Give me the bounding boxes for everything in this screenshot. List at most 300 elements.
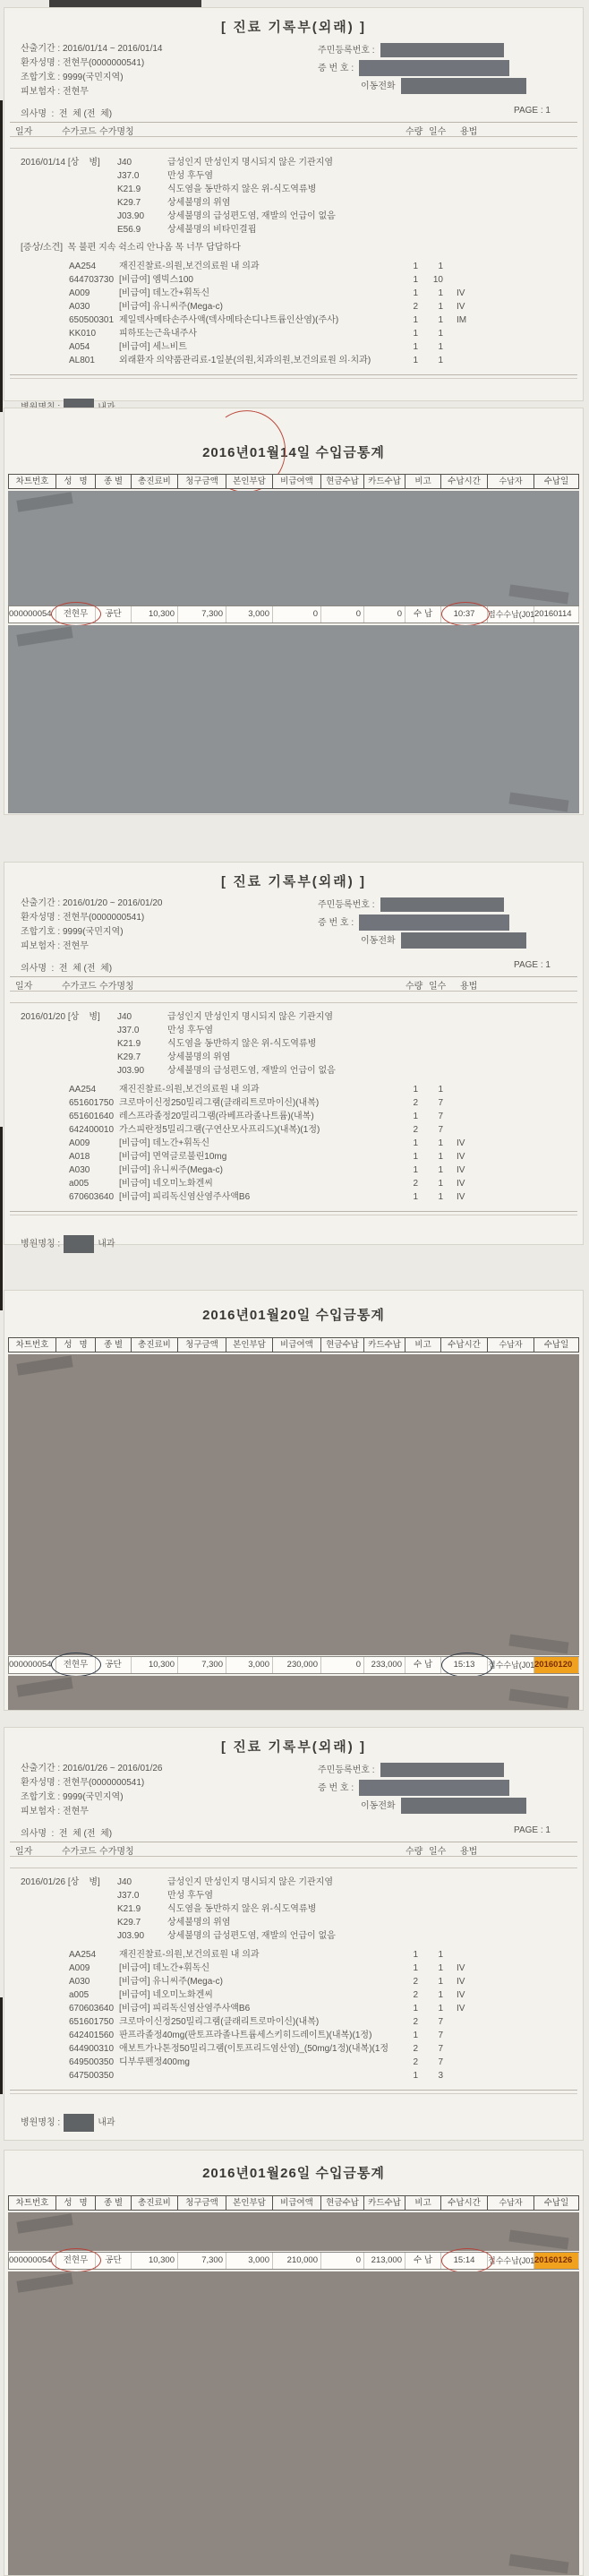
cell-patient-name: 전현무 — [56, 2253, 96, 2269]
doctor-label: 의사명 : 전 체 (전 체) — [21, 109, 113, 119]
item-days: 1 — [438, 1165, 443, 1175]
treatment-item-row — [4, 1123, 583, 1137]
income-column-header: 수납자 — [488, 474, 534, 489]
income-column-header: 비고 — [405, 1337, 441, 1352]
item-qty: 1 — [413, 1950, 418, 1960]
treatment-item-row — [4, 287, 583, 300]
diagnosis-code: J40 — [117, 1012, 132, 1022]
treatment-item-row — [4, 2056, 583, 2069]
income-table-header — [8, 2195, 579, 2211]
insured-label: 피보험자 : — [21, 87, 61, 97]
income-column-header: 수납자 — [488, 2195, 534, 2211]
item-days: 7 — [438, 1112, 443, 1121]
treatment-item-row — [4, 327, 583, 340]
redaction-block — [8, 1676, 579, 1710]
item-qty: 1 — [413, 1152, 418, 1162]
group-value: 9999(국민지역) — [62, 1792, 124, 1802]
record-table-header — [10, 976, 577, 992]
insured-value: 전현무 — [62, 87, 89, 97]
income-column-header: 수납시간 — [441, 1337, 488, 1352]
diagnosis-row — [4, 210, 583, 223]
resident-label: 주민등록번호 : — [318, 46, 375, 56]
item-qty: 2 — [413, 2057, 418, 2067]
item-name: [비급여] 데노간+휘독신 — [119, 1963, 210, 1973]
record-title: [ 진료 기록부(외래) ] — [221, 1739, 366, 1755]
group-value: 9999(국민지역) — [62, 73, 124, 82]
treatment-item-row — [4, 1988, 583, 2002]
cell-patient-name: 전현무 — [56, 606, 96, 623]
cell-note: 수 납 — [405, 1657, 441, 1673]
cell-cash: 0 — [321, 1657, 364, 1673]
cell-self-pay: 3,000 — [226, 606, 273, 623]
col-name: 수가명칭 — [99, 982, 134, 992]
treatment-item-row — [4, 1975, 583, 1988]
clinic-label: 병원명칭 : — [21, 1239, 61, 1249]
item-qty: 2 — [413, 1125, 418, 1135]
income-title: 2016년01월26일 수입금통계 — [202, 2166, 385, 2181]
cell-self-pay: 3,000 — [226, 2253, 273, 2269]
item-days: 1 — [438, 1963, 443, 1973]
treatment-item-list — [4, 1083, 583, 1204]
diagnosis-row — [4, 1916, 583, 1929]
item-days: 7 — [438, 2057, 443, 2067]
patient-value: 전현무(0000000541) — [62, 1778, 145, 1788]
item-name: 크로마이신정250밀리그램(클래리트로마이신)(내복) — [119, 2017, 320, 2027]
item-qty: 2 — [413, 1977, 418, 1987]
item-code: KK010 — [69, 329, 97, 339]
col-code: 수가코드 — [62, 982, 97, 992]
item-code: 642400010 — [69, 1125, 115, 1135]
item-code: A030 — [69, 302, 90, 312]
item-name: [비급여] 네오미노화겐씨 — [119, 1179, 213, 1189]
meta-resident-no — [318, 42, 526, 60]
patient-value: 전현무(0000000541) — [62, 913, 145, 923]
item-qty: 2 — [413, 1098, 418, 1108]
treatment-item-row — [4, 273, 583, 287]
redaction-cert-no — [359, 914, 509, 931]
record-meta — [21, 1762, 583, 1819]
diagnosis-block — [4, 1010, 583, 1078]
diagnosis-code: J37.0 — [117, 1891, 140, 1901]
period-label: 산출기간 : — [21, 898, 61, 908]
treatment-item-row — [4, 2015, 583, 2029]
item-name: 가스피란정5밀리그램(구연산모사프리드)(내복)(1정) — [119, 1125, 320, 1135]
diagnosis-name: 급성인지 만성인지 명시되지 않은 기관지염 — [167, 158, 333, 167]
item-code: 644900310 — [69, 2044, 115, 2054]
item-code: AL801 — [69, 356, 95, 365]
item-code: A009 — [69, 1138, 90, 1148]
item-qty: 1 — [413, 262, 418, 271]
cell-card: 213,000 — [364, 2253, 405, 2269]
redaction-resident-no — [380, 43, 504, 57]
treatment-item-row — [4, 1948, 583, 1962]
item-code: AA254 — [69, 1085, 97, 1095]
treatment-item-row — [4, 1150, 583, 1163]
patient-label: 환자성명 : — [21, 1778, 61, 1788]
item-usage: IV — [457, 1179, 465, 1189]
meta-phone — [318, 1798, 526, 1816]
income-column-header: 비급여액 — [273, 1337, 321, 1352]
income-column-header: 총진료비 — [132, 474, 178, 489]
record-meta — [21, 42, 583, 99]
clinic-label: 병원명칭 : — [21, 2117, 61, 2128]
meta-cert-no — [318, 1780, 526, 1798]
item-qty: 1 — [413, 2071, 418, 2081]
phone-label: 이동전화 — [361, 82, 396, 91]
period-value: 2016/01/20 ~ 2016/01/20 — [62, 898, 163, 908]
diagnosis-row — [4, 1024, 583, 1037]
diagnosis-row — [4, 1929, 583, 1943]
cell-time: 15:13 — [441, 1657, 488, 1673]
redaction-clinic-name — [64, 1235, 94, 1253]
item-qty: 1 — [413, 288, 418, 298]
income-column-header: 성 명 — [56, 2195, 96, 2211]
treatment-item-row — [4, 1083, 583, 1096]
col-name: 수가명칭 — [99, 1847, 134, 1857]
income-column-header: 현금수납 — [321, 1337, 364, 1352]
cell-total: 10,300 — [132, 606, 178, 623]
item-qty: 1 — [413, 275, 418, 285]
group-label: 조합기호 : — [21, 1792, 61, 1802]
item-name: 재진진찰료-의원,보건의료원 내 의과 — [119, 1950, 260, 1960]
group-label: 조합기호 : — [21, 73, 61, 82]
item-usage: IV — [457, 1990, 465, 2000]
income-column-header: 수납시간 — [441, 474, 488, 489]
item-qty: 1 — [413, 342, 418, 352]
col-qty: 수량 — [405, 982, 423, 992]
item-usage: IV — [457, 1192, 465, 1202]
diagnosis-row — [4, 1064, 583, 1078]
diagnosis-row — [4, 1037, 583, 1051]
redaction-block — [8, 625, 579, 813]
income-row — [8, 1656, 579, 1674]
insured-value: 전현무 — [62, 1807, 89, 1816]
treatment-item-row — [4, 1096, 583, 1110]
item-days: 1 — [438, 1152, 443, 1162]
diagnosis-code: K29.7 — [117, 198, 141, 208]
doctor-line — [21, 106, 567, 119]
item-usage: IM — [457, 315, 467, 325]
cell-noncovered: 230,000 — [273, 1657, 321, 1673]
treatment-item-list — [4, 260, 583, 367]
item-days: 1 — [438, 1085, 443, 1095]
cell-receipt-date: 20160114 — [534, 606, 579, 623]
cell-self-pay: 3,000 — [226, 1657, 273, 1673]
income-section-3 — [4, 2150, 584, 2576]
diagnosis-row — [4, 223, 583, 236]
item-days: 10 — [432, 275, 443, 285]
item-days: 1 — [438, 342, 443, 352]
item-code: A018 — [69, 1152, 90, 1162]
group-label: 조합기호 : — [21, 927, 61, 937]
item-days: 1 — [438, 356, 443, 365]
diagnosis-list — [4, 156, 583, 236]
diagnosis-code: K29.7 — [117, 1052, 141, 1062]
patient-label: 환자성명 : — [21, 58, 61, 68]
cell-chart-no: 000000054 — [8, 2253, 56, 2269]
divider — [10, 1001, 577, 1003]
diagnosis-code: K21.9 — [117, 185, 141, 194]
treatment-item-row — [4, 2069, 583, 2082]
income-column-header: 성 명 — [56, 474, 96, 489]
item-qty: 1 — [413, 1112, 418, 1121]
item-name: 디부루펜정400mg — [119, 2057, 190, 2067]
cell-claim: 7,300 — [178, 606, 226, 623]
cert-label: 증 번 호 : — [318, 918, 354, 928]
diagnosis-list — [4, 1876, 583, 1943]
diagnosis-code: K29.7 — [117, 1918, 141, 1928]
treatment-item-row — [4, 1137, 583, 1150]
item-name: [비급여] 유니씨주(Mega-c) — [119, 1165, 223, 1175]
item-code: AA254 — [69, 262, 97, 271]
income-column-header: 본인부담 — [226, 474, 273, 489]
cell-time: 15:14 — [441, 2253, 488, 2269]
item-days: 7 — [438, 2044, 443, 2054]
item-name: [비급여] 면역글로불린10mg — [119, 1152, 227, 1162]
cell-cash: 0 — [321, 606, 364, 623]
item-code: 651601750 — [69, 2017, 115, 2027]
item-qty: 1 — [413, 329, 418, 339]
scan-edge-line — [0, 1127, 3, 1310]
item-code: A030 — [69, 1977, 90, 1987]
treatment-item-row — [4, 340, 583, 354]
item-code: A009 — [69, 1963, 90, 1973]
income-column-header: 종 별 — [96, 2195, 132, 2211]
divider — [10, 1867, 577, 1868]
item-name: 레스프라졸정20밀리그램(라베프라졸나트륨)(내복) — [119, 1112, 314, 1121]
diagnosis-row — [4, 1889, 583, 1902]
period-value: 2016/01/26 ~ 2016/01/26 — [62, 1764, 163, 1773]
record-table-header — [10, 1842, 577, 1857]
item-qty: 2 — [413, 2044, 418, 2054]
item-qty: 1 — [413, 1085, 418, 1095]
period-label: 산출기간 : — [21, 44, 61, 54]
meta-right-column — [318, 1762, 526, 1816]
doctor-label: 의사명 : 전 체 (전 체) — [21, 1829, 113, 1839]
income-column-header: 비급여액 — [273, 474, 321, 489]
diagnosis-row — [4, 1010, 583, 1024]
income-column-header: 성 명 — [56, 1337, 96, 1352]
income-column-header: 수납일 — [534, 2195, 579, 2211]
treatment-item-row — [4, 354, 583, 367]
cell-staff: 접수수납(J01 — [488, 1657, 534, 1673]
record-title: [ 진료 기록부(외래) ] — [221, 20, 366, 35]
item-code: 670603640 — [69, 1192, 115, 1202]
col-days: 일수 — [429, 127, 447, 137]
cell-time: 10:37 — [441, 606, 488, 623]
diagnosis-name: 식도염을 동반하지 않은 위-식도역류병 — [167, 185, 317, 194]
treatment-item-row — [4, 2002, 583, 2015]
record-meta — [21, 897, 583, 954]
treatment-item-row — [4, 313, 583, 327]
income-column-header: 청구금액 — [178, 474, 226, 489]
diagnosis-block — [4, 1876, 583, 1943]
item-days: 1 — [438, 1950, 443, 1960]
item-name: 애보트가나톤정50밀리그램(이토프리드염산염)_(50mg/1정)(내복)(1정 — [119, 2044, 389, 2054]
col-date: 일자 — [15, 1847, 33, 1857]
col-qty: 수량 — [405, 127, 423, 137]
meta-cert-no — [318, 914, 526, 932]
cell-type: 공단 — [96, 606, 132, 623]
diagnosis-code: J03.90 — [117, 211, 145, 221]
diagnosis-date: 2016/01/14 [상 병] — [21, 158, 100, 167]
income-section-1 — [4, 408, 584, 815]
income-column-header: 카드수납 — [364, 2195, 405, 2211]
item-usage: IV — [457, 1963, 465, 1973]
resident-label: 주민등록번호 : — [318, 1765, 375, 1775]
diagnosis-row — [4, 169, 583, 183]
diagnosis-row — [4, 183, 583, 196]
item-days: 1 — [438, 1138, 443, 1148]
period-label: 산출기간 : — [21, 1764, 61, 1773]
item-usage: IV — [457, 2004, 465, 2014]
redaction-block — [8, 1354, 579, 1655]
cert-label: 증 번 호 : — [318, 64, 354, 73]
redaction-phone — [401, 78, 526, 94]
diagnosis-code: J03.90 — [117, 1931, 145, 1941]
treatment-item-row — [4, 1190, 583, 1204]
redaction-cert-no — [359, 1780, 509, 1796]
diagnosis-code: J37.0 — [117, 1026, 140, 1035]
item-qty: 2 — [413, 2017, 418, 2027]
item-qty: 1 — [413, 1192, 418, 1202]
meta-cert-no — [318, 60, 526, 78]
redaction-resident-no — [380, 1763, 504, 1777]
insured-label: 피보험자 : — [21, 1807, 61, 1816]
cell-card: 0 — [364, 606, 405, 623]
item-code: a005 — [69, 1179, 90, 1189]
medical-record-section-1 — [4, 7, 584, 401]
item-usage: IV — [457, 288, 465, 298]
treatment-item-row — [4, 1962, 583, 1975]
doctor-label: 의사명 : 전 체 (전 체) — [21, 964, 113, 974]
cell-chart-no: 000000054 — [8, 606, 56, 623]
diagnosis-name: 상세불명의 위염 — [167, 1052, 231, 1062]
income-column-header: 비고 — [405, 474, 441, 489]
cell-note: 수 납 — [405, 2253, 441, 2269]
item-qty: 2 — [413, 302, 418, 312]
income-column-header: 청구금액 — [178, 1337, 226, 1352]
item-name: [비급여] 네오미노화겐씨 — [119, 1990, 213, 2000]
item-days: 1 — [438, 2004, 443, 2014]
item-name: [비급여] 피리독신염산염주사액B6 — [119, 2004, 251, 2014]
diagnosis-name: 만성 후두염 — [167, 1891, 214, 1901]
cell-patient-name: 전현무 — [56, 1657, 96, 1673]
item-code: 651601750 — [69, 1098, 115, 1108]
income-column-header: 차트번호 — [8, 474, 56, 489]
income-column-header: 청구금액 — [178, 2195, 226, 2211]
cell-type: 공단 — [96, 1657, 132, 1673]
diagnosis-name: 상세불명의 급성편도염, 재발의 언급이 없음 — [167, 211, 336, 221]
treatment-item-row — [4, 2042, 583, 2056]
item-qty: 1 — [413, 2031, 418, 2040]
treatment-item-row — [4, 260, 583, 273]
item-days: 7 — [438, 1125, 443, 1135]
col-qty: 수량 — [405, 1847, 423, 1857]
income-column-header: 본인부담 — [226, 1337, 273, 1352]
patient-label: 환자성명 : — [21, 913, 61, 923]
divider — [10, 2090, 577, 2094]
diagnosis-name: 급성인지 만성인지 명시되지 않은 기관지염 — [167, 1012, 333, 1022]
diagnosis-name: 급성인지 만성인지 명시되지 않은 기관지염 — [167, 1877, 333, 1887]
page-number: PAGE : 1 — [514, 1825, 551, 1835]
income-column-header: 수납일 — [534, 474, 579, 489]
meta-right-column — [318, 42, 526, 96]
clinic-line — [21, 2114, 583, 2133]
meta-phone — [318, 932, 526, 950]
redaction-clinic-name — [64, 2114, 94, 2132]
item-code: 651601640 — [69, 1112, 115, 1121]
item-name: [비급여] 유니씨주(Mega-c) — [119, 1977, 223, 1987]
item-name: [비급여] 세느비트 — [119, 342, 187, 352]
diagnosis-name: 상세불명의 위염 — [167, 198, 231, 208]
income-column-header: 수납일 — [534, 1337, 579, 1352]
treatment-item-row — [4, 1163, 583, 1177]
diagnosis-code: J03.90 — [117, 1066, 145, 1076]
item-qty: 1 — [413, 1165, 418, 1175]
page-number: PAGE : 1 — [514, 960, 551, 970]
treatment-item-row — [4, 300, 583, 313]
cell-claim: 7,300 — [178, 1657, 226, 1673]
redaction-phone — [401, 932, 526, 949]
item-name: 재진진찰료-의원,보건의료원 내 의과 — [119, 262, 260, 271]
income-column-header: 비급여액 — [273, 2195, 321, 2211]
patient-value: 전현무(0000000541) — [62, 58, 145, 68]
item-name: [비급여] 피리독신염산염주사액B6 — [119, 1192, 251, 1202]
income-column-header: 수납자 — [488, 1337, 534, 1352]
item-days: 1 — [438, 1192, 443, 1202]
diagnosis-name: 만성 후두염 — [167, 171, 214, 181]
col-days: 일수 — [429, 1847, 447, 1857]
diagnosis-block — [4, 156, 583, 236]
col-name: 수가명칭 — [99, 127, 134, 137]
item-name: 외래환자 의약품관리료-1일분(의원,치과의원,보건의료원 의·치과) — [119, 356, 371, 365]
cert-label: 증 번 호 : — [318, 1783, 354, 1793]
item-name: 재진진찰료-의원,보건의료원 내 의과 — [119, 1085, 260, 1095]
clinic-name-suffix: 내과 — [98, 2117, 115, 2128]
phone-label: 이동전화 — [361, 936, 396, 946]
item-days: 1 — [438, 288, 443, 298]
medical-record-section-2 — [4, 862, 584, 1249]
diagnosis-name: 상세불명의 위염 — [167, 1918, 231, 1928]
cell-noncovered: 0 — [273, 606, 321, 623]
cell-note: 수 납 — [405, 606, 441, 623]
income-section-2 — [4, 1290, 584, 1711]
item-code: A030 — [69, 1165, 90, 1175]
cell-chart-no: 000000054 — [8, 1657, 56, 1673]
income-column-header: 카드수납 — [364, 1337, 405, 1352]
item-name: [비급여] 유니씨주(Mega-c) — [119, 302, 223, 312]
meta-phone — [318, 78, 526, 96]
scan-edge-line — [0, 100, 3, 412]
income-column-header: 총진료비 — [132, 2195, 178, 2211]
record-title: [ 진료 기록부(외래) ] — [221, 874, 366, 889]
cell-card: 233,000 — [364, 1657, 405, 1673]
income-column-header: 본인부담 — [226, 2195, 273, 2211]
col-usage: 용법 — [460, 127, 478, 137]
symptom-note: [증상/소견] 목 불편 지속 쉭소리 안나옴 목 너무 답답하다 — [21, 243, 241, 253]
item-name: 판프라졸정40mg(판토프라졸나트륨세스키히드레이트)(내복)(1정) — [119, 2031, 372, 2040]
diagnosis-code: K21.9 — [117, 1904, 141, 1914]
item-code: 670603640 — [69, 2004, 115, 2014]
group-value: 9999(국민지역) — [62, 927, 124, 937]
item-days: 1 — [438, 1990, 443, 2000]
record-table-header — [10, 122, 577, 137]
item-qty: 1 — [413, 1138, 418, 1148]
item-qty: 2 — [413, 1179, 418, 1189]
item-code: A009 — [69, 288, 90, 298]
diagnosis-code: K21.9 — [117, 1039, 141, 1049]
